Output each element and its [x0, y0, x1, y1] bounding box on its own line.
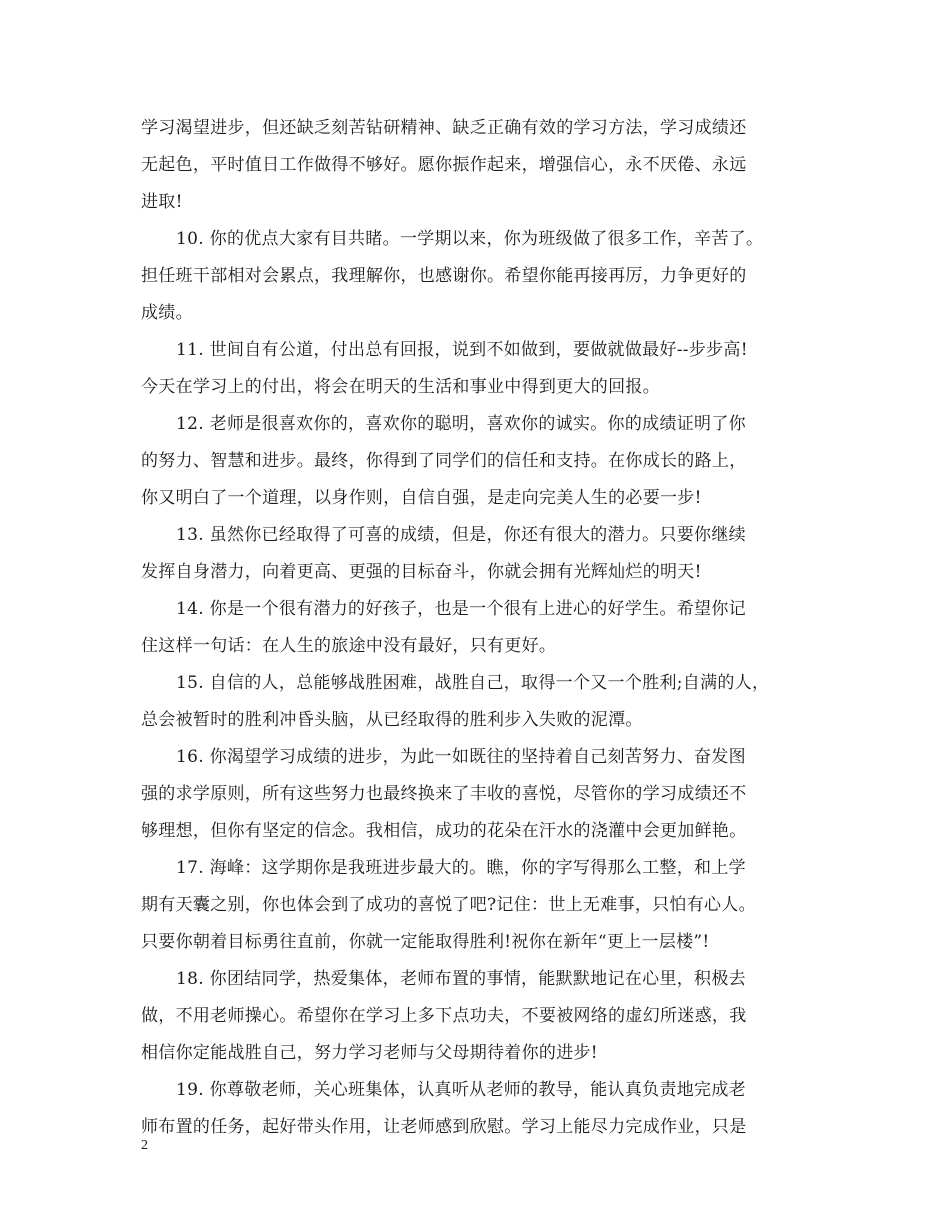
- paragraph-first-line: 17. 海峰：这学期你是我班进步最大的。瞧，你的字写得那么工整，和上学: [176, 858, 746, 878]
- paragraph-first-line: 16. 你渴望学习成绩的进步，为此一如既往的坚持着自己刻苦努力、奋发图: [176, 747, 746, 767]
- paragraph-first-line: 19. 你尊敬老师，关心班集体，认真听从老师的教导，能认真负责地完成老: [176, 1080, 746, 1100]
- paragraph-first-line: 14. 你是一个很有潜力的好孩子，也是一个很有上进心的好学生。希望你记: [176, 599, 746, 619]
- paragraph-line: 今天在学习上的付出，将会在明天的生活和事业中得到更大的回报。: [141, 377, 660, 397]
- paragraph-first-line: 12. 老师是很喜欢你的，喜欢你的聪明，喜欢你的诚实。你的成绩证明了你: [176, 414, 746, 434]
- paragraph-line: 强的求学原则，所有这些努力也最终换来了丰收的喜悦，尽管你的学习成绩还不: [141, 784, 747, 804]
- paragraph-line: 够理想，但你有坚定的信念。我相信，成功的花朵在汗水的浇灌中会更加鲜艳。: [141, 821, 747, 841]
- paragraph-line: 住这样一句话：在人生的旅途中没有最好，只有更好。: [141, 636, 557, 656]
- paragraph-first-line: 15. 自信的人，总能够战胜困难，战胜自己，取得一个又一个胜利;自满的人，: [176, 673, 770, 693]
- paragraph-first-line: 11. 世间自有公道，付出总有回报，说到不如做到，要做就做最好--步步高!: [176, 340, 748, 360]
- paragraph-line: 无起色，平时值日工作做得不够好。愿你振作起来，增强信心，永不厌倦、永远: [141, 155, 747, 175]
- paragraph-line: 的努力、智慧和进步。最终，你得到了同学们的信任和支持。在你成长的路上，: [141, 451, 747, 471]
- paragraph-line: 师布置的任务，起好带头作用，让老师感到欣慰。学习上能尽力完成作业，只是: [141, 1117, 747, 1137]
- paragraph-line: 你又明白了一个道理，以身作则，自信自强，是走向完美人生的必要一步!: [141, 488, 702, 508]
- paragraph-line: 期有天囊之别，你也体会到了成功的喜悦了吧?记住：世上无难事，只怕有心人。: [141, 895, 756, 915]
- paragraph-line: 发挥自身潜力，向着更高、更强的目标奋斗，你就会拥有光辉灿烂的明天!: [141, 562, 702, 582]
- paragraph-line: 担任班干部相对会累点，我理解你，也感谢你。希望你能再接再厉，力争更好的: [141, 266, 747, 286]
- paragraph-line: 相信你定能战胜自己，努力学习老师与父母期待着你的进步!: [141, 1043, 598, 1063]
- paragraph-line: 总会被暂时的胜利冲昏头脑，从已经取得的胜利步入失败的泥潭。: [141, 710, 643, 730]
- page-number: 2: [141, 1138, 148, 1153]
- paragraph-first-line: 18. 你团结同学，热爱集体，老师布置的事情，能默默地记在心里，积极去: [176, 969, 746, 989]
- paragraph-first-line: 13. 虽然你已经取得了可喜的成绩，但是，你还有很大的潜力。只要你继续: [176, 525, 746, 545]
- document-body: [141, 110, 813, 1146]
- paragraph-line: 只要你朝着目标勇往直前，你就一定能取得胜利!祝你在新年“更上一层楼”!: [141, 932, 710, 952]
- paragraph-line: 成绩。: [141, 303, 193, 323]
- paragraph-line: 学习渴望进步，但还缺乏刻苦钻研精神、缺乏正确有效的学习方法，学习成绩还: [141, 118, 747, 138]
- paragraph-first-line: 10. 你的优点大家有目共睹。一学期以来，你为班级做了很多工作，辛苦了。: [176, 229, 764, 249]
- paragraph-line: 做，不用老师操心。希望你在学习上多下点功夫，不要被网络的虚幻所迷惑，我: [141, 1006, 747, 1026]
- paragraph-line: 进取!: [141, 192, 183, 212]
